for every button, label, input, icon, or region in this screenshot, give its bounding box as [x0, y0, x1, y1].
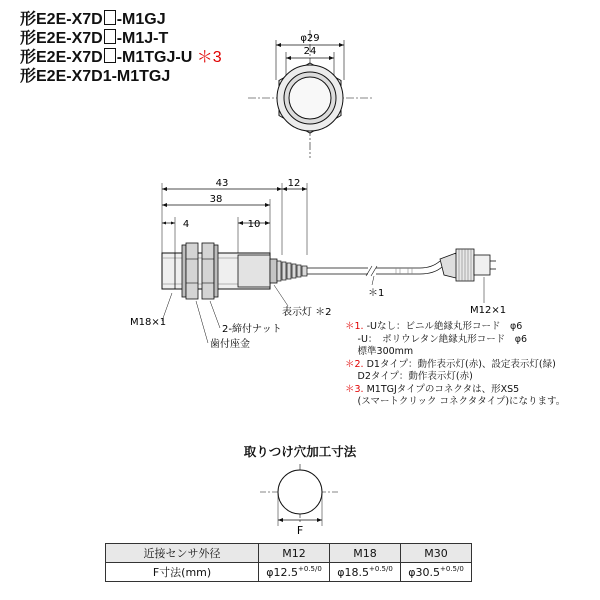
front-view-drawing — [240, 20, 380, 160]
model-prefix: 形E2E-X7D — [20, 49, 103, 66]
table-header-row — [106, 544, 472, 563]
model-list — [20, 10, 222, 86]
tolerance: +0.5/0 — [297, 565, 322, 573]
mounting-title: 取りつけ穴加工寸法 — [243, 444, 357, 459]
washer-front — [182, 245, 186, 297]
note-line — [345, 321, 565, 334]
dim-38: 38 — [209, 194, 223, 205]
nut-rear — [202, 243, 214, 299]
placeholder-box — [104, 10, 116, 25]
note-line — [345, 396, 565, 409]
model-prefix: 形E2E-X7D — [20, 30, 103, 47]
table-cell — [401, 563, 472, 582]
tolerance: +0.5/0 — [368, 565, 393, 573]
tolerance: +0.5/0 — [439, 565, 464, 573]
tol-minus: 0 — [388, 565, 393, 573]
placeholder-box — [104, 48, 116, 63]
model-row-4 — [20, 67, 222, 86]
tol-plus: +0.5 — [297, 565, 315, 573]
table-header-cell: M18 — [330, 544, 401, 563]
washer-rear — [214, 245, 218, 297]
connector-thread-label: M12×1 — [470, 305, 507, 316]
dim-10: 10 — [247, 219, 261, 230]
table-row-label: F寸法(mm) — [106, 563, 259, 582]
note-mark: ＊2. — [345, 358, 364, 370]
mounting-hole-drawing — [250, 462, 350, 542]
f-value: φ18.5 — [337, 566, 369, 579]
dim-outer-diameter: φ29 — [300, 33, 320, 44]
table-header-cell: 近接センサ外径 — [106, 544, 259, 563]
note-mark: ＊1. — [345, 321, 364, 332]
model-row-1 — [20, 10, 222, 29]
tol-minus: 0 — [459, 565, 464, 573]
placeholder-box — [104, 29, 116, 44]
washer-label: 歯付座金 — [210, 339, 250, 350]
note-line — [345, 346, 565, 359]
tol-plus: +0.5 — [439, 565, 457, 573]
f-value: φ12.5 — [266, 566, 298, 579]
dim-inner: 24 — [303, 46, 317, 57]
model-row-3 — [20, 48, 222, 67]
note-line — [345, 384, 565, 397]
table-row — [106, 563, 472, 582]
model-prefix: 形E2E-X7D — [20, 11, 103, 28]
sensor-face — [289, 77, 331, 119]
connector — [440, 249, 496, 281]
dim-4: 4 — [182, 219, 190, 230]
dim-43: 43 — [215, 178, 229, 189]
model-prefix: 形E2E-X7D1-M1TGJ — [20, 68, 171, 85]
note-text: -U： ポリウレタン絶縁丸形コード φ6 — [345, 333, 528, 345]
nut-front — [186, 243, 198, 299]
cable — [307, 261, 442, 274]
nut-label: 2-締付ナット — [222, 324, 282, 335]
note-mark-3: ＊3 — [196, 49, 222, 66]
tol-plus: +0.5 — [368, 565, 386, 573]
note-text: 標準300mm — [345, 346, 414, 357]
f-value: φ30.5 — [408, 566, 440, 579]
table-cell — [330, 563, 401, 582]
table-header-cell: M30 — [401, 544, 472, 563]
f-dimension-table — [105, 543, 472, 582]
tol-minus: 0 — [317, 565, 322, 573]
model-suffix: -M1TGJ-U — [116, 49, 193, 66]
footnotes — [345, 321, 565, 409]
note-line — [345, 334, 565, 347]
note-text: -Uなし：ビニル絶縁丸形コード φ6 — [363, 321, 523, 332]
model-row-2 — [20, 29, 222, 48]
table-cell — [259, 563, 330, 582]
note-mark: ＊3. — [345, 383, 364, 395]
note-text: M1TGJタイプのコネクタは、形XS5 — [363, 383, 520, 395]
cable-note-mark: ＊1 — [368, 288, 385, 299]
model-suffix: -M1J-T — [116, 30, 169, 47]
indicator-label: 表示灯 ＊2 — [282, 307, 332, 318]
table-header-cell: M12 — [259, 544, 330, 563]
f-dimension-label: F — [296, 524, 304, 537]
note-text: D1タイプ：動作表示灯(赤)、設定表示灯(緑) — [363, 358, 556, 370]
note-text: D2タイプ：動作表示灯(赤) — [345, 371, 473, 382]
thread-label: M18×1 — [130, 317, 167, 328]
indicator-lamp — [270, 259, 277, 283]
model-suffix: -M1GJ — [116, 11, 166, 28]
note-line — [345, 371, 565, 384]
note-line — [345, 359, 565, 372]
strain-relief — [277, 261, 307, 281]
dim-12: 12 — [287, 178, 301, 189]
note-text: (スマートクリック コネクタタイプ)になります。 — [345, 396, 566, 407]
mounting-hole — [278, 470, 322, 514]
